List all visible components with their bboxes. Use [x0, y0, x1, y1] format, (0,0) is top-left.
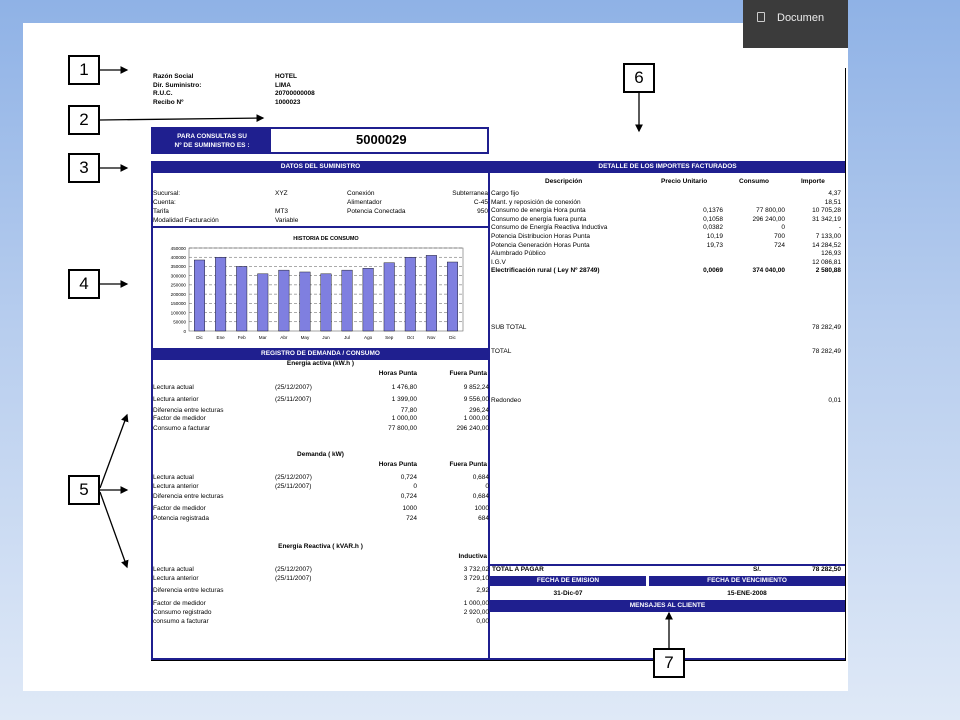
datos-label: Sucursal: — [153, 190, 181, 197]
x-tick-label: Sep — [385, 335, 394, 340]
detalle-consumo: 77 800,00 — [756, 207, 785, 215]
dm-v2: 1000 — [474, 505, 489, 512]
detalle-importe: 12 086,81 — [812, 258, 841, 266]
detalle-precio: 19,73 — [706, 241, 723, 249]
datos-label2: Conexión — [347, 190, 375, 197]
detalle-importe: 126,93 — [821, 250, 841, 258]
chart-title: HISTORIA DE CONSUMO — [293, 236, 359, 242]
header-label: Dir. Suministro: — [153, 81, 202, 89]
ea-v1: 77,80 — [400, 407, 417, 414]
ea-v2: 9 852,24 — [463, 384, 489, 391]
detalle-desc: Mant. y reposición de conexión — [491, 198, 581, 206]
detalle-desc: Consumo de Energía Reactiva Inductiva — [491, 224, 608, 232]
rv-v1: 2,92 — [476, 587, 489, 594]
registro-header: REGISTRO DE DEMANDA / CONSUMO — [151, 348, 490, 360]
callout-5: 5 — [68, 475, 100, 505]
arrow-5a — [100, 415, 127, 488]
y-tick-label: 300000 — [170, 273, 186, 279]
callout-6: 6 — [623, 63, 655, 93]
rv-v1: 0,00 — [476, 618, 489, 625]
header-value: LIMA — [275, 81, 291, 89]
rv-label: Consumo registrado — [153, 609, 212, 616]
detalle-importe: 7 133,00 — [815, 233, 841, 240]
currency-label: S/. — [753, 566, 761, 573]
dm-v1: 0,724 — [400, 493, 417, 500]
detalle-importe: 18,51 — [824, 198, 841, 206]
rv-label: Lectura actual — [153, 566, 194, 573]
dm-v1: 0 — [413, 483, 417, 490]
callout-2: 2 — [68, 105, 100, 135]
datos-value2: C-45 — [473, 199, 488, 206]
detalle-desc: Alumbrado Público — [491, 250, 546, 258]
datos-label: Cuenta: — [153, 199, 176, 206]
mensajes-header: MENSAJES AL CLIENTE — [490, 600, 845, 612]
ea-v1: 1 399,00 — [391, 396, 417, 403]
rv-date: (25/12/2007) — [275, 566, 312, 573]
dm-v2: 0,684 — [472, 474, 489, 481]
y-tick-label: 350000 — [170, 264, 186, 270]
rv-v1: 3 729,10 — [463, 575, 489, 582]
total-value: 78 282,49 — [812, 348, 841, 355]
datos-label2: Alimentador — [347, 199, 382, 206]
datos-value2: Subterranea — [452, 190, 488, 197]
detalle-precio: 0,1058 — [703, 215, 723, 223]
detalle-consumo: 724 — [774, 241, 785, 249]
header-value: HOTEL — [275, 73, 298, 80]
rv-v1: 3 732,02 — [463, 566, 489, 573]
detalle-precio-header: Precio Unitario — [661, 178, 708, 185]
fecha-vencimiento-header: FECHA DE VENCIMIENTO — [649, 576, 845, 586]
dm-label: Lectura anterior — [153, 483, 199, 490]
detalle-desc: Cargo fijo — [491, 190, 519, 197]
demanda-title: Demanda ( kW) — [297, 451, 344, 458]
detalle-desc: I.G.V — [491, 258, 506, 266]
x-tick-label: Dic — [449, 335, 456, 340]
detalle-importe: - — [838, 224, 841, 232]
detalle-importe: 14 284,52 — [812, 241, 841, 249]
datos-suministro-header: DATOS DEL SUMINISTRO — [151, 161, 490, 173]
x-tick-label: Jul — [344, 335, 351, 340]
rv-label: Factor de medidor — [153, 600, 206, 607]
callout-1: 1 — [68, 55, 100, 85]
total-label: TOTAL — [491, 348, 512, 355]
ea-label: Diferencia entre lecturas — [153, 407, 224, 414]
detalle-importe: 4,37 — [828, 190, 841, 197]
fecha-emision-header: FECHA DE EMISION — [490, 576, 646, 586]
header-label: Razón Social — [153, 73, 194, 80]
detalle-consumo-header: Consumo — [739, 178, 769, 185]
detalle-precio: 0,0069 — [703, 267, 723, 275]
ea-v1: 77 800,00 — [388, 425, 417, 432]
datos-label: Modalidad Facturación — [153, 217, 219, 224]
subtotal-label: SUB TOTAL — [491, 324, 527, 331]
header-value: 1000023 — [275, 98, 301, 106]
rv-label: Lectura anterior — [153, 575, 199, 582]
rv-date: (25/11/2007) — [275, 575, 312, 582]
document-icon — [757, 12, 765, 22]
total-a-pagar-value: 78 282,50 — [812, 566, 841, 573]
detalle-desc: Potencia Generación Horas Punta — [491, 241, 590, 249]
energia_activa-col1: Horas Punta — [378, 370, 417, 377]
detalle-desc: Consumo de energía Hora punta — [491, 207, 586, 215]
ea-date: (25/12/2007) — [275, 384, 312, 391]
ea-v1: 1 000,00 — [391, 415, 417, 422]
detalle-importe: 31 342,19 — [812, 215, 841, 223]
dm-v1: 1000 — [402, 505, 417, 512]
detalle-desc: Consumo de energía fuera punta — [491, 215, 587, 223]
energia_activa-title: Energía activa (kW.h ) — [286, 360, 355, 367]
dm-v1: 724 — [406, 515, 417, 522]
dm-v2: 0 — [485, 483, 489, 490]
x-tick-label: Nov — [427, 335, 436, 340]
detalle-consumo: 296 240,00 — [752, 215, 785, 223]
dm-label: Diferencia entre lecturas — [153, 493, 224, 500]
detalle-importe-header: Importe — [801, 178, 825, 185]
rv-label: Diferencia entre lecturas — [153, 587, 224, 594]
x-tick-label: Dic — [196, 335, 203, 340]
y-tick-label: 50000 — [173, 319, 186, 325]
ea-v2: 1 000,00 — [463, 415, 489, 422]
rv-label: consumo a facturar — [153, 618, 209, 625]
y-tick-label: 400000 — [170, 255, 186, 261]
y-tick-label: 150000 — [170, 301, 186, 307]
dm-label: Lectura actual — [153, 474, 194, 481]
reactiva-title: Energía Reactiva ( kVAR.h ) — [278, 543, 363, 550]
ea-label: Factor de medidor — [153, 415, 206, 422]
datos-value: MT3 — [275, 208, 288, 215]
header-label: R.U.C. — [153, 90, 173, 97]
dm-v1: 0,724 — [400, 474, 417, 481]
datos-label2: Potencia Conectada — [347, 208, 406, 215]
y-tick-label: 0 — [183, 328, 186, 334]
callout-arrows — [23, 23, 848, 691]
x-tick-label: Oct — [406, 335, 414, 340]
x-tick-label: Abr — [280, 335, 288, 340]
redondeo-label: Redondeo — [491, 397, 521, 404]
detalle-consumo: 700 — [774, 233, 785, 240]
detalle-consumo: 0 — [781, 224, 785, 232]
fecha-emision-value: 31-Dic-07 — [553, 590, 583, 597]
datos-value2: 950 — [477, 208, 488, 215]
x-tick-label: May — [300, 335, 310, 340]
subtotal-value: 78 282,49 — [812, 324, 841, 331]
suministro-number: 5000029 — [356, 132, 407, 147]
x-tick-label: Ene — [216, 335, 225, 340]
detalle-desc: Electrificación rural ( Ley Nº 28749) — [491, 267, 600, 275]
ea-label: Lectura anterior — [153, 396, 199, 403]
energia_activa-col2: Fuera Punta — [449, 370, 487, 377]
dm-label: Factor de medidor — [153, 505, 206, 512]
reactiva-col1: Inductiva — [458, 553, 487, 560]
ea-date: (25/11/2007) — [275, 396, 312, 403]
demanda-col2: Fuera Punta — [449, 461, 487, 468]
detalle-desc: Potencia Distribucion Horas Punta — [491, 233, 590, 240]
header-value: 20700000008 — [275, 90, 315, 97]
document-tooltip: Documen — [743, 0, 848, 48]
callout-7: 7 — [653, 648, 685, 678]
x-tick-label: Ago — [364, 335, 373, 340]
y-tick-label: 250000 — [170, 282, 186, 288]
demanda-col1: Horas Punta — [378, 461, 417, 468]
dm-v2: 684 — [478, 515, 489, 522]
redondeo-value: 0,01 — [828, 397, 841, 404]
callout-4: 4 — [68, 269, 100, 299]
dm-v2: 0,684 — [472, 493, 489, 500]
x-tick-label: Feb — [237, 335, 246, 340]
detalle-header: DETALLE DE LOS IMPORTES FACTURADOS — [490, 161, 845, 173]
datos-value: Variable — [275, 217, 299, 224]
arrow-5c — [100, 492, 127, 567]
total-a-pagar-label: TOTAL A PAGAR — [492, 566, 544, 573]
ea-v2: 296,24 — [469, 407, 489, 414]
x-tick-label: Mar — [258, 335, 267, 340]
y-tick-label: 100000 — [170, 310, 186, 316]
detalle-precio: 10,19 — [706, 233, 723, 240]
detalle-precio: 0,1376 — [703, 207, 723, 215]
datos-value: XYZ — [275, 190, 288, 197]
y-tick-label: 200000 — [170, 291, 186, 297]
ea-v1: 1 476,80 — [391, 384, 417, 391]
slide-sheet — [23, 23, 848, 691]
rv-v1: 1 000,00 — [463, 600, 489, 607]
datos-label: Tarifa — [153, 208, 169, 215]
y-tick-label: 450000 — [170, 245, 186, 251]
dm-label: Potencia registrada — [153, 515, 210, 522]
detalle-desc-header: Descripción — [545, 178, 583, 185]
x-tick-label: Jun — [322, 335, 330, 340]
callout-3: 3 — [68, 153, 100, 183]
detalle-precio: 0,0382 — [703, 224, 723, 232]
ea-v2: 296 240,00 — [456, 425, 489, 432]
ea-label: Consumo a facturar — [153, 425, 211, 432]
detalle-consumo: 374 040,00 — [752, 267, 785, 275]
arrow-2 — [100, 118, 263, 120]
ea-label: Lectura actual — [153, 384, 194, 391]
detalle-importe: 10 705,28 — [812, 207, 841, 215]
ea-v2: 9 556,00 — [463, 396, 489, 403]
rv-v1: 2 920,00 — [463, 609, 489, 616]
consulta-label: PARA CONSULTAS SU Nº DE SUMINISTRO ES : — [153, 129, 271, 152]
detalle-importe: 2 580,88 — [815, 267, 841, 275]
header-label: Recibo Nº — [153, 98, 184, 106]
fecha-vencimiento-value: 15-ENE-2008 — [727, 590, 767, 597]
dm-date: (25/11/2007) — [275, 483, 312, 490]
dm-date: (25/12/2007) — [275, 474, 312, 481]
